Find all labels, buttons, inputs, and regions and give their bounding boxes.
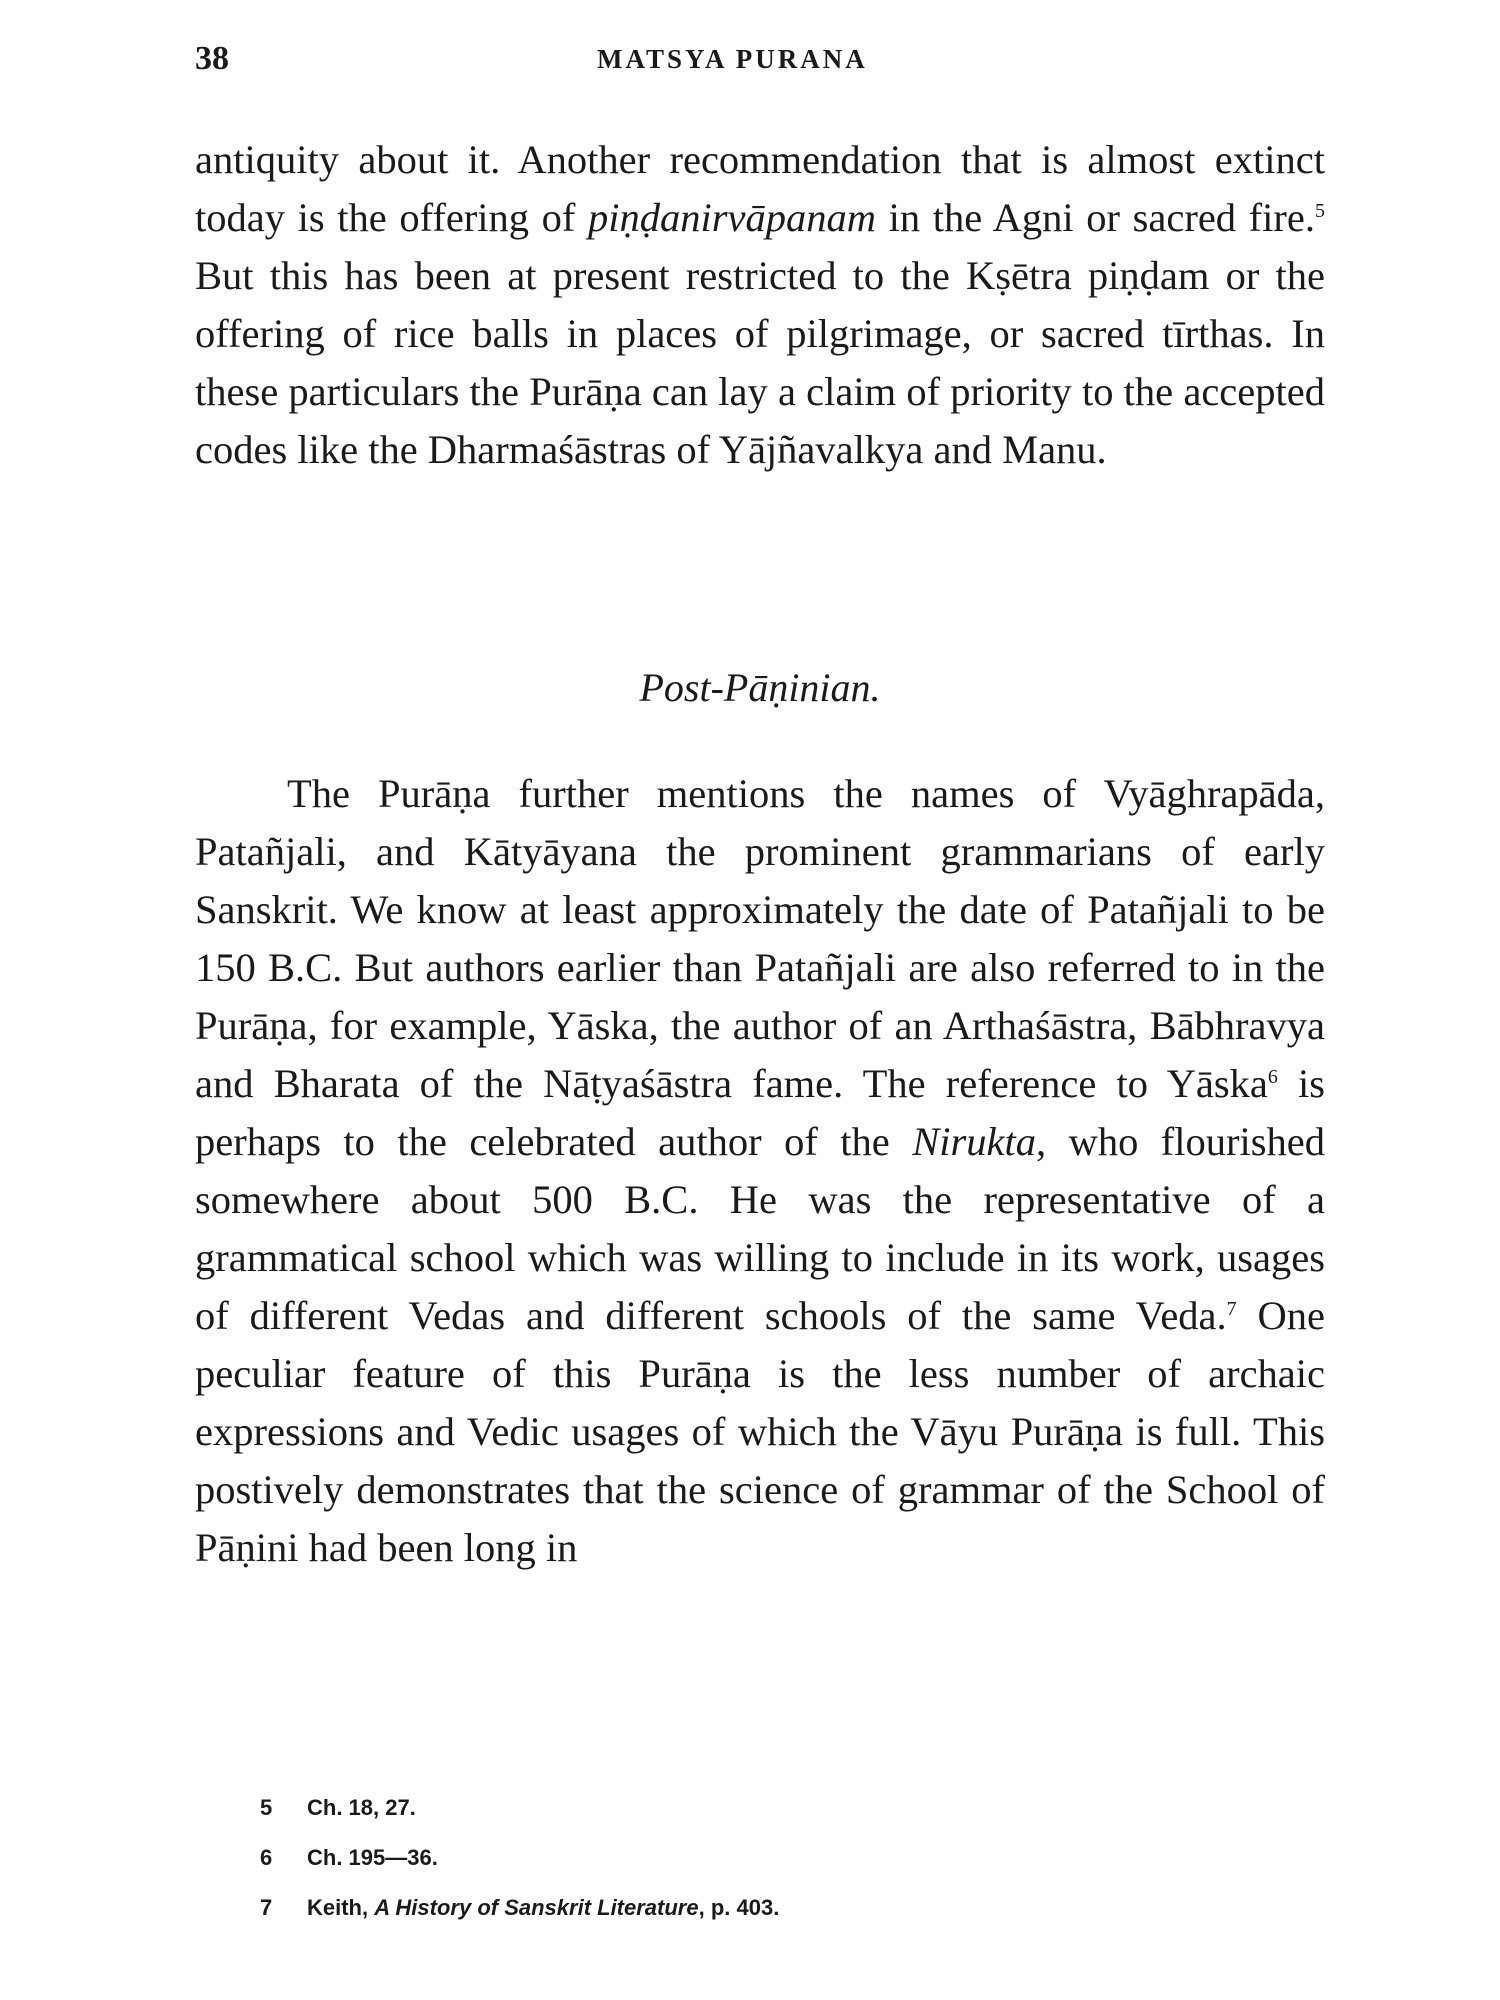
footnote-book-title: A History of Sanskrit Literature [374, 1895, 699, 1920]
footnote-number: 7 [260, 1895, 273, 1920]
para2-italic-term: Nirukta [912, 1119, 1036, 1164]
footnote-number: 6 [260, 1845, 273, 1870]
footnote-ref-6: 6 [1267, 1066, 1278, 1088]
para2-text-1: The Purāṇa further mentions the names of Vyāghrapāda, Patañjali, and Kātyāyana the prominent grammarians of early Sanskrit. We know at least approximately the date of Patañjali to be 150 B.C. But authors earlier than Patañjali are also referred to in the Purāṇa, for example, Yāska, the author of an Arthaśāstra, Bābhravya and Bharata of the Nāṭyaśāstra fame. The reference to Yāska [195, 771, 1325, 1106]
footnote-number: 5 [260, 1795, 273, 1820]
footnote-ref-5: 5 [1315, 200, 1325, 222]
footnote-text: , p. 403. [698, 1895, 780, 1920]
footnote [260, 1897, 1260, 1947]
paragraph-2 [195, 765, 1325, 1577]
footnotes [260, 1797, 1260, 1947]
footnote-text: Ch. 18, 27. [307, 1795, 416, 1820]
footnote [260, 1847, 1260, 1897]
footnote [260, 1797, 1260, 1847]
footnote-ref-7: 7 [1226, 1298, 1237, 1320]
para1-text-3: But this has been at present restricted to the Kṣētra piṇḍam or the offering of rice balls in places of pilgrimage, or sacred tīrthas. In these particulars the Purāṇa can lay a claim of priority to the accepted codes like the Dharmaśāstras of Yājñavalkya and Manu. [195, 253, 1325, 472]
para1-italic-term: piṇḍanirvāpanam [588, 195, 877, 240]
section-heading: Post-Pāṇinian. [639, 665, 881, 710]
paragraph-1 [195, 131, 1325, 479]
para1-text-1: antiquity about it. Another recommendation that is almost extinct today is the offering of [195, 137, 1325, 240]
page-number: 38 [195, 40, 229, 77]
para2-text-3: , who flourished somewhere about 500 B.C. He was the representative of a grammatical school which was willing to include in its work, usages of different Vedas and different schools of the same Veda. [195, 1119, 1325, 1338]
page-header [195, 40, 1325, 90]
footnote-text: Ch. 195—36. [307, 1845, 438, 1870]
para2-text-2: is perhaps to the celebrated author of the [195, 1061, 1325, 1164]
running-head: MATSYA PURANA [597, 44, 868, 74]
para2-text-4: One peculiar feature of this Purāṇa is the less number of archaic expressions and Vedic usages of which the Vāyu Purāṇa is full. This postively demonstrates that the science of grammar of the School of Pāṇini had been long in [195, 1293, 1325, 1570]
para1-text-2: in the Agni or sacred fire. [876, 195, 1315, 240]
footnote-text: Keith, [307, 1895, 375, 1920]
